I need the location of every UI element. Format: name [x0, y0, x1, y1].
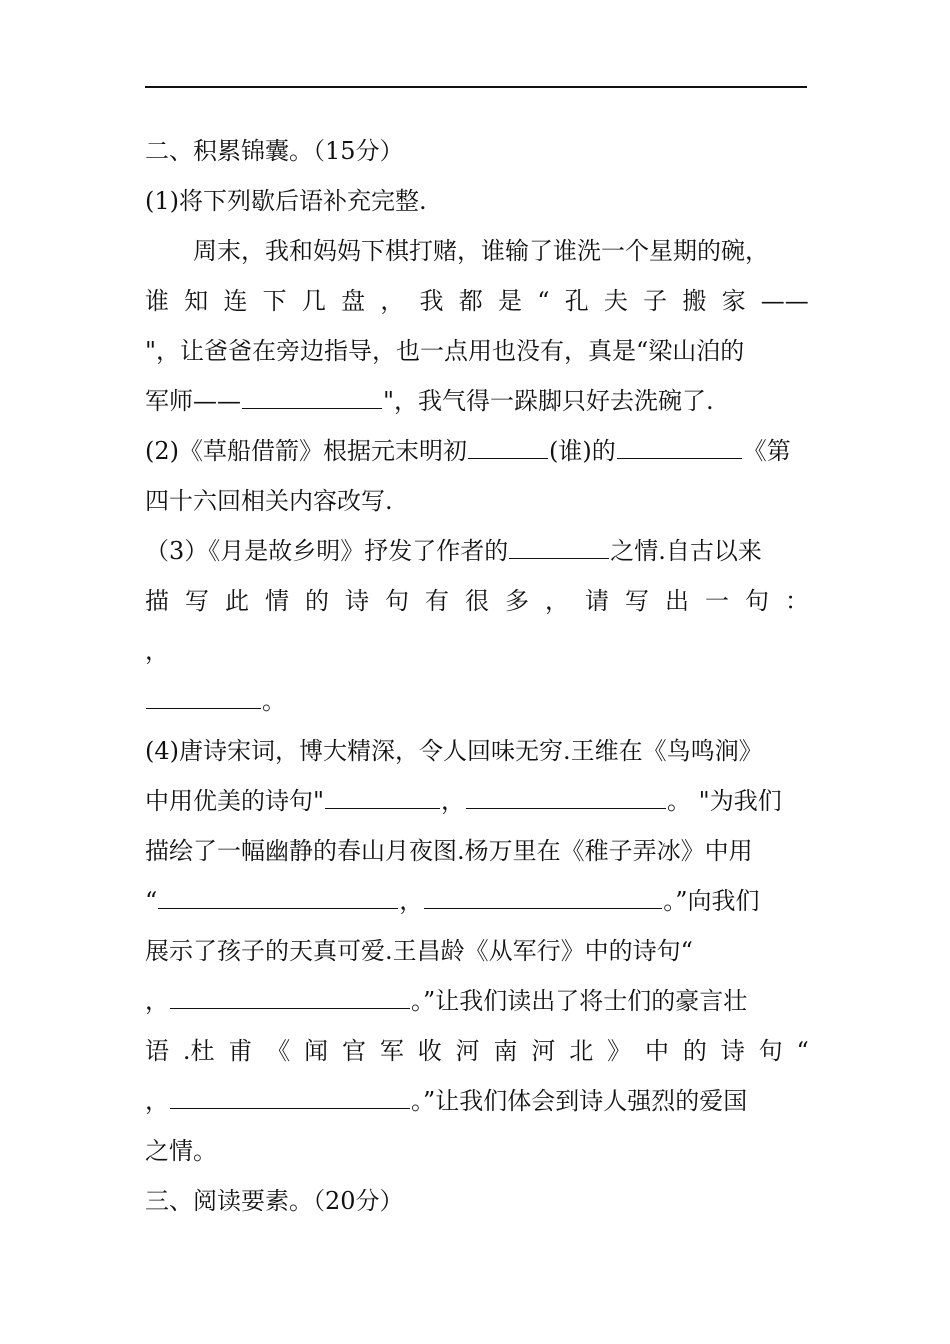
answer-blank[interactable] [170, 986, 410, 1009]
q4-line-8: ， 。”让我们体会到诗人强烈的爱国 [145, 1087, 748, 1115]
q3-line-4: 。 [145, 686, 809, 716]
q3-line-3: ， [145, 637, 169, 665]
q4-line-1: (4)唐诗宋词，博大精深，令人回味无穷.王维在《鸟鸣涧》 [145, 737, 763, 765]
answer-blank[interactable] [468, 436, 548, 459]
answer-blank[interactable] [170, 1086, 410, 1109]
answer-blank[interactable] [466, 786, 666, 809]
q4-line-9: 之情。 [145, 1137, 217, 1165]
q1-line-4: 军师—— "，我气得一跺脚只好去洗碗了. [145, 387, 714, 415]
section-3-heading: 三、阅读要素。（20分） [145, 1187, 404, 1215]
header-rule [145, 86, 807, 88]
answer-blank[interactable] [146, 686, 261, 709]
q1-line-3: "，让爸爸在旁边指导，也一点用也没有，真是“梁山泊的 [145, 337, 745, 365]
q1-line-2: 谁 知 连 下 几 盘 ， 我 都 是 “ 孔 夫 子 搬 家 —— [145, 287, 809, 315]
q4-line-2: 中用优美的诗句" ， 。 "为我们 [145, 787, 782, 815]
answer-blank[interactable] [242, 386, 382, 409]
q3-line-1: （3）《月是故乡明》抒发了作者的 之情.自古以来 [145, 537, 762, 565]
q2-line-1: (2)《草船借箭》根据元末明初 (谁)的 《第 [145, 437, 791, 465]
q1-line-1: 周末，我和妈妈下棋打赌，谁输了谁洗一个星期的碗， [193, 237, 769, 265]
q4-line-6: ， 。”让我们读出了将士们的豪言壮 [145, 987, 748, 1015]
q3-line-2: 描 写 此 情 的 诗 句 有 很 多 ， 请 写 出 一 句 ： [145, 587, 809, 615]
answer-blank[interactable] [424, 886, 662, 909]
answer-blank[interactable] [325, 786, 440, 809]
answer-blank[interactable] [509, 536, 609, 559]
q4-line-5: 展示了孩子的天真可爱.王昌龄《从军行》中的诗句“ [145, 937, 693, 965]
q4-line-4: “ ， 。”向我们 [145, 887, 760, 915]
answer-blank[interactable] [617, 436, 742, 459]
q1-prompt: (1)将下列歇后语补充完整. [145, 187, 427, 215]
q4-line-3: 描绘了一幅幽静的春山月夜图.杨万里在《稚子弄冰》中用 [145, 837, 753, 865]
q4-line-7: 语 .杜 甫 《 闻 官 军 收 河 南 河 北 》 中 的 诗 句 “ [145, 1037, 809, 1065]
q2-line-2: 四十六回相关内容改写. [145, 487, 393, 515]
answer-blank[interactable] [158, 886, 398, 909]
section-2-heading: 二、积累锦囊。（15分） [145, 137, 404, 165]
